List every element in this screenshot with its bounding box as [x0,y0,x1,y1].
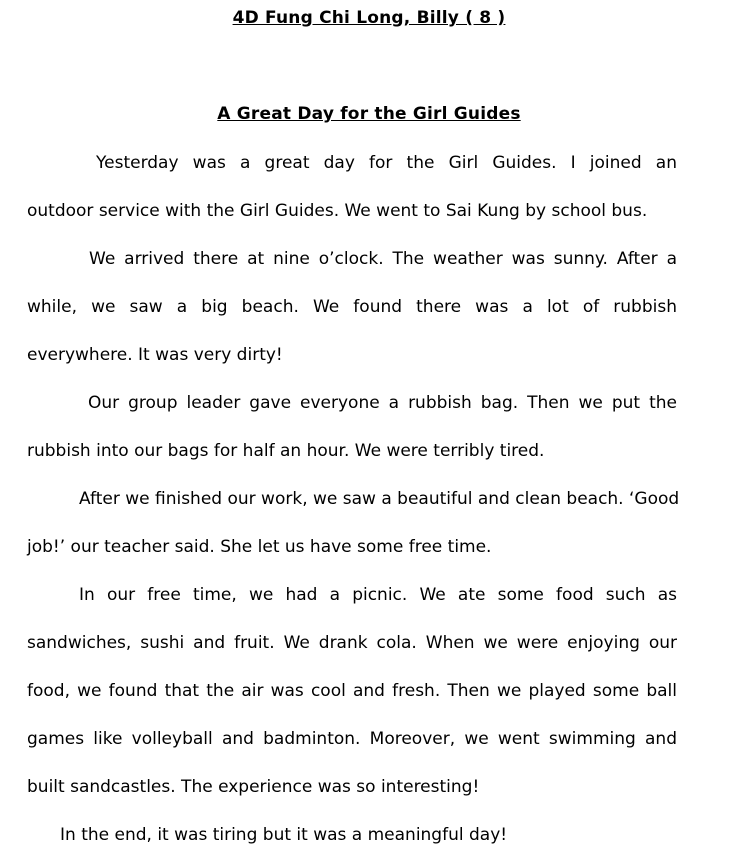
essay-line: rubbish into our bags for half an hour. We were terribly tired. [27,441,545,461]
essay-line: In the end, it was tiring but it was a meaningful day! [60,825,508,845]
essay-line: sandwiches, sushi and fruit. We drank cola. When we were enjoying our [27,633,677,653]
essay-line: while, we saw a big beach. We found there was a lot of rubbish [27,297,677,317]
essay-line: built sandcastles. The experience was so interesting! [27,777,480,797]
essay-line: outdoor service with the Girl Guides. We went to Sai Kung by school bus. [27,201,648,221]
essay-line: We arrived there at nine o’clock. The weather was sunny. After a [89,249,677,269]
essay-line: games like volleyball and badminton. Moreover, we went swimming and [27,729,677,749]
essay-line: After we finished our work, we saw a beautiful and clean beach. ‘Good [79,489,680,509]
student-name-heading: 4D Fung Chi Long, Billy ( 8 ) [232,8,506,28]
essay-line: Yesterday was a great day for the Girl Guides. I joined an [96,153,677,173]
essay-line: In our free time, we had a picnic. We ate some food such as [79,585,677,605]
essay-line: everywhere. It was very dirty! [27,345,283,365]
essay-line: food, we found that the air was cool and fresh. Then we played some ball [27,681,677,701]
essay-line: Our group leader gave everyone a rubbish bag. Then we put the [88,393,677,413]
essay-title: A Great Day for the Girl Guides [217,104,521,124]
essay-line: job!’ our teacher said. She let us have some free time. [27,537,492,557]
